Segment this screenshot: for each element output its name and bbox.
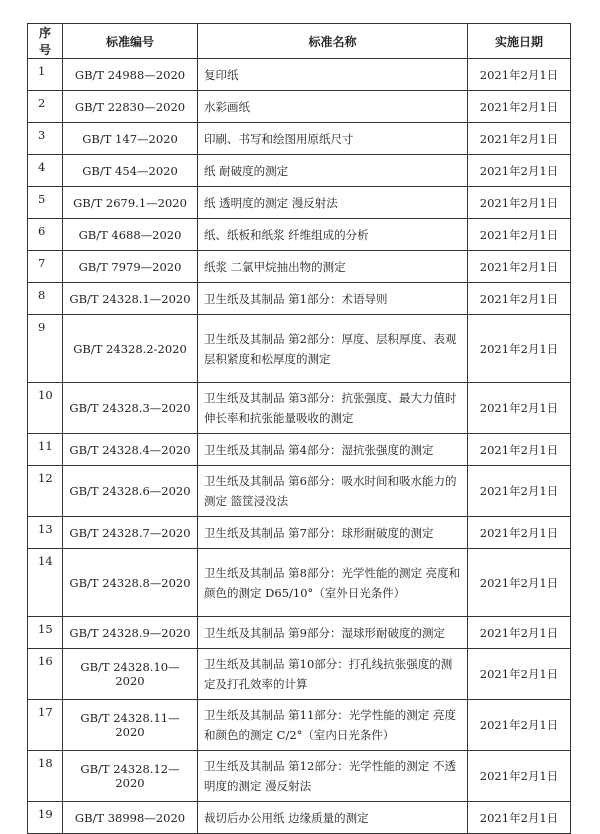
row-standard-code: GB/T 38998—2020: [63, 802, 198, 834]
row-standard-code: GB/T 22830—2020: [63, 91, 198, 123]
row-effective-date: 2021年2月1日: [468, 434, 571, 466]
row-effective-date: 2021年2月1日: [468, 251, 571, 283]
header-serial: 序号: [28, 24, 63, 59]
row-serial: 17: [28, 700, 63, 751]
row-standard-name: 卫生纸及其制品 第12部分：光学性能的测定 不透明度的测定 漫反射法: [198, 751, 468, 802]
row-serial: 3: [28, 123, 63, 155]
row-standard-name: 卫生纸及其制品 第11部分：光学性能的测定 亮度和颜色的测定 C/2°（室内日光条件）: [198, 700, 468, 751]
table-row: [28, 383, 571, 434]
row-serial: 15: [28, 617, 63, 649]
row-effective-date: 2021年2月1日: [468, 283, 571, 315]
row-standard-name: 卫生纸及其制品 第7部分：球形耐破度的测定: [198, 517, 468, 549]
table-row: [28, 617, 571, 649]
row-standard-name: 卫生纸及其制品 第3部分：抗张强度、最大力值时伸长率和抗张能量吸收的测定: [198, 383, 468, 434]
row-standard-code: GB/T 24328.3—2020: [63, 383, 198, 434]
row-effective-date: 2021年2月1日: [468, 383, 571, 434]
row-effective-date: 2021年2月1日: [468, 187, 571, 219]
row-effective-date: 2021年2月1日: [468, 155, 571, 187]
row-effective-date: 2021年2月1日: [468, 315, 571, 383]
header-row: [28, 24, 571, 59]
header-standard-name: 标准名称: [198, 24, 468, 59]
row-effective-date: 2021年2月1日: [468, 219, 571, 251]
row-serial: 6: [28, 219, 63, 251]
table-row: [28, 700, 571, 751]
table-row: [28, 187, 571, 219]
table-row: [28, 219, 571, 251]
row-serial: 10: [28, 383, 63, 434]
row-serial: 2: [28, 91, 63, 123]
row-standard-code: GB/T 24328.6—2020: [63, 466, 198, 517]
row-standard-code: GB/T 24328.1—2020: [63, 283, 198, 315]
row-standard-name: 印刷、书写和绘图用原纸尺寸: [198, 123, 468, 155]
row-serial: 7: [28, 251, 63, 283]
row-standard-name: 卫生纸及其制品 第10部分：打孔线抗张强度的测定及打孔效率的计算: [198, 649, 468, 700]
row-standard-code: GB/T 24328.9—2020: [63, 617, 198, 649]
row-serial: 18: [28, 751, 63, 802]
row-standard-name: 纸浆 二氯甲烷抽出物的测定: [198, 251, 468, 283]
row-standard-name: 卫生纸及其制品 第4部分：湿抗张强度的测定: [198, 434, 468, 466]
row-serial: 13: [28, 517, 63, 549]
row-standard-code: GB/T 24328.8—2020: [63, 549, 198, 617]
row-standard-code: GB/T 7979—2020: [63, 251, 198, 283]
row-effective-date: 2021年2月1日: [468, 549, 571, 617]
row-standard-code: GB/T 24328.7—2020: [63, 517, 198, 549]
header-standard-code: 标准编号: [63, 24, 198, 59]
table-row: [28, 434, 571, 466]
row-standard-code: GB/T 4688—2020: [63, 219, 198, 251]
row-serial: 14: [28, 549, 63, 617]
standards-table: [27, 23, 571, 834]
row-standard-code: GB/T 24328.12—2020: [63, 751, 198, 802]
table-row: [28, 517, 571, 549]
row-effective-date: 2021年2月1日: [468, 91, 571, 123]
row-standard-code: GB/T 24328.10—2020: [63, 649, 198, 700]
row-serial: 16: [28, 649, 63, 700]
row-standard-code: GB/T 24328.4—2020: [63, 434, 198, 466]
row-standard-code: GB/T 147—2020: [63, 123, 198, 155]
row-standard-code: GB/T 454—2020: [63, 155, 198, 187]
row-serial: 19: [28, 802, 63, 834]
table-row: [28, 649, 571, 700]
row-effective-date: 2021年2月1日: [468, 617, 571, 649]
row-effective-date: 2021年2月1日: [468, 517, 571, 549]
row-standard-name: 裁切后办公用纸 边缘质量的测定: [198, 802, 468, 834]
row-standard-name: 纸 透明度的测定 漫反射法: [198, 187, 468, 219]
header-effective-date: 实施日期: [468, 24, 571, 59]
row-standard-code: GB/T 24328.2-2020: [63, 315, 198, 383]
row-standard-name: 卫生纸及其制品 第6部分：吸水时间和吸水能力的测定 篮筐浸没法: [198, 466, 468, 517]
table-row: [28, 751, 571, 802]
row-standard-name: 纸、纸板和纸浆 纤维组成的分析: [198, 219, 468, 251]
row-serial: 5: [28, 187, 63, 219]
row-standard-code: GB/T 24988—2020: [63, 59, 198, 91]
row-effective-date: 2021年2月1日: [468, 59, 571, 91]
table-row: [28, 91, 571, 123]
table-row: [28, 466, 571, 517]
table-row: [28, 123, 571, 155]
row-standard-name: 水彩画纸: [198, 91, 468, 123]
row-serial: 8: [28, 283, 63, 315]
row-effective-date: 2021年2月1日: [468, 802, 571, 834]
row-standard-code: GB/T 2679.1—2020: [63, 187, 198, 219]
table-row: [28, 283, 571, 315]
row-serial: 1: [28, 59, 63, 91]
row-effective-date: 2021年2月1日: [468, 751, 571, 802]
row-effective-date: 2021年2月1日: [468, 466, 571, 517]
row-standard-code: GB/T 24328.11—2020: [63, 700, 198, 751]
row-serial: 9: [28, 315, 63, 383]
row-serial: 12: [28, 466, 63, 517]
row-effective-date: 2021年2月1日: [468, 123, 571, 155]
row-standard-name: 卫生纸及其制品 第2部分：厚度、层积厚度、表观层积紧度和松厚度的测定: [198, 315, 468, 383]
table-row: [28, 802, 571, 834]
row-serial: 4: [28, 155, 63, 187]
row-serial: 11: [28, 434, 63, 466]
table-row: [28, 315, 571, 383]
row-standard-name: 卫生纸及其制品 第9部分：湿球形耐破度的测定: [198, 617, 468, 649]
row-standard-name: 卫生纸及其制品 第8部分：光学性能的测定 亮度和颜色的测定 D65/10°（室外日光条件）: [198, 549, 468, 617]
table-row: [28, 251, 571, 283]
table-row: [28, 549, 571, 617]
table-row: [28, 59, 571, 91]
row-standard-name: 卫生纸及其制品 第1部分：术语导则: [198, 283, 468, 315]
row-standard-name: 纸 耐破度的测定: [198, 155, 468, 187]
row-effective-date: 2021年2月1日: [468, 700, 571, 751]
row-effective-date: 2021年2月1日: [468, 649, 571, 700]
table-row: [28, 155, 571, 187]
row-standard-name: 复印纸: [198, 59, 468, 91]
